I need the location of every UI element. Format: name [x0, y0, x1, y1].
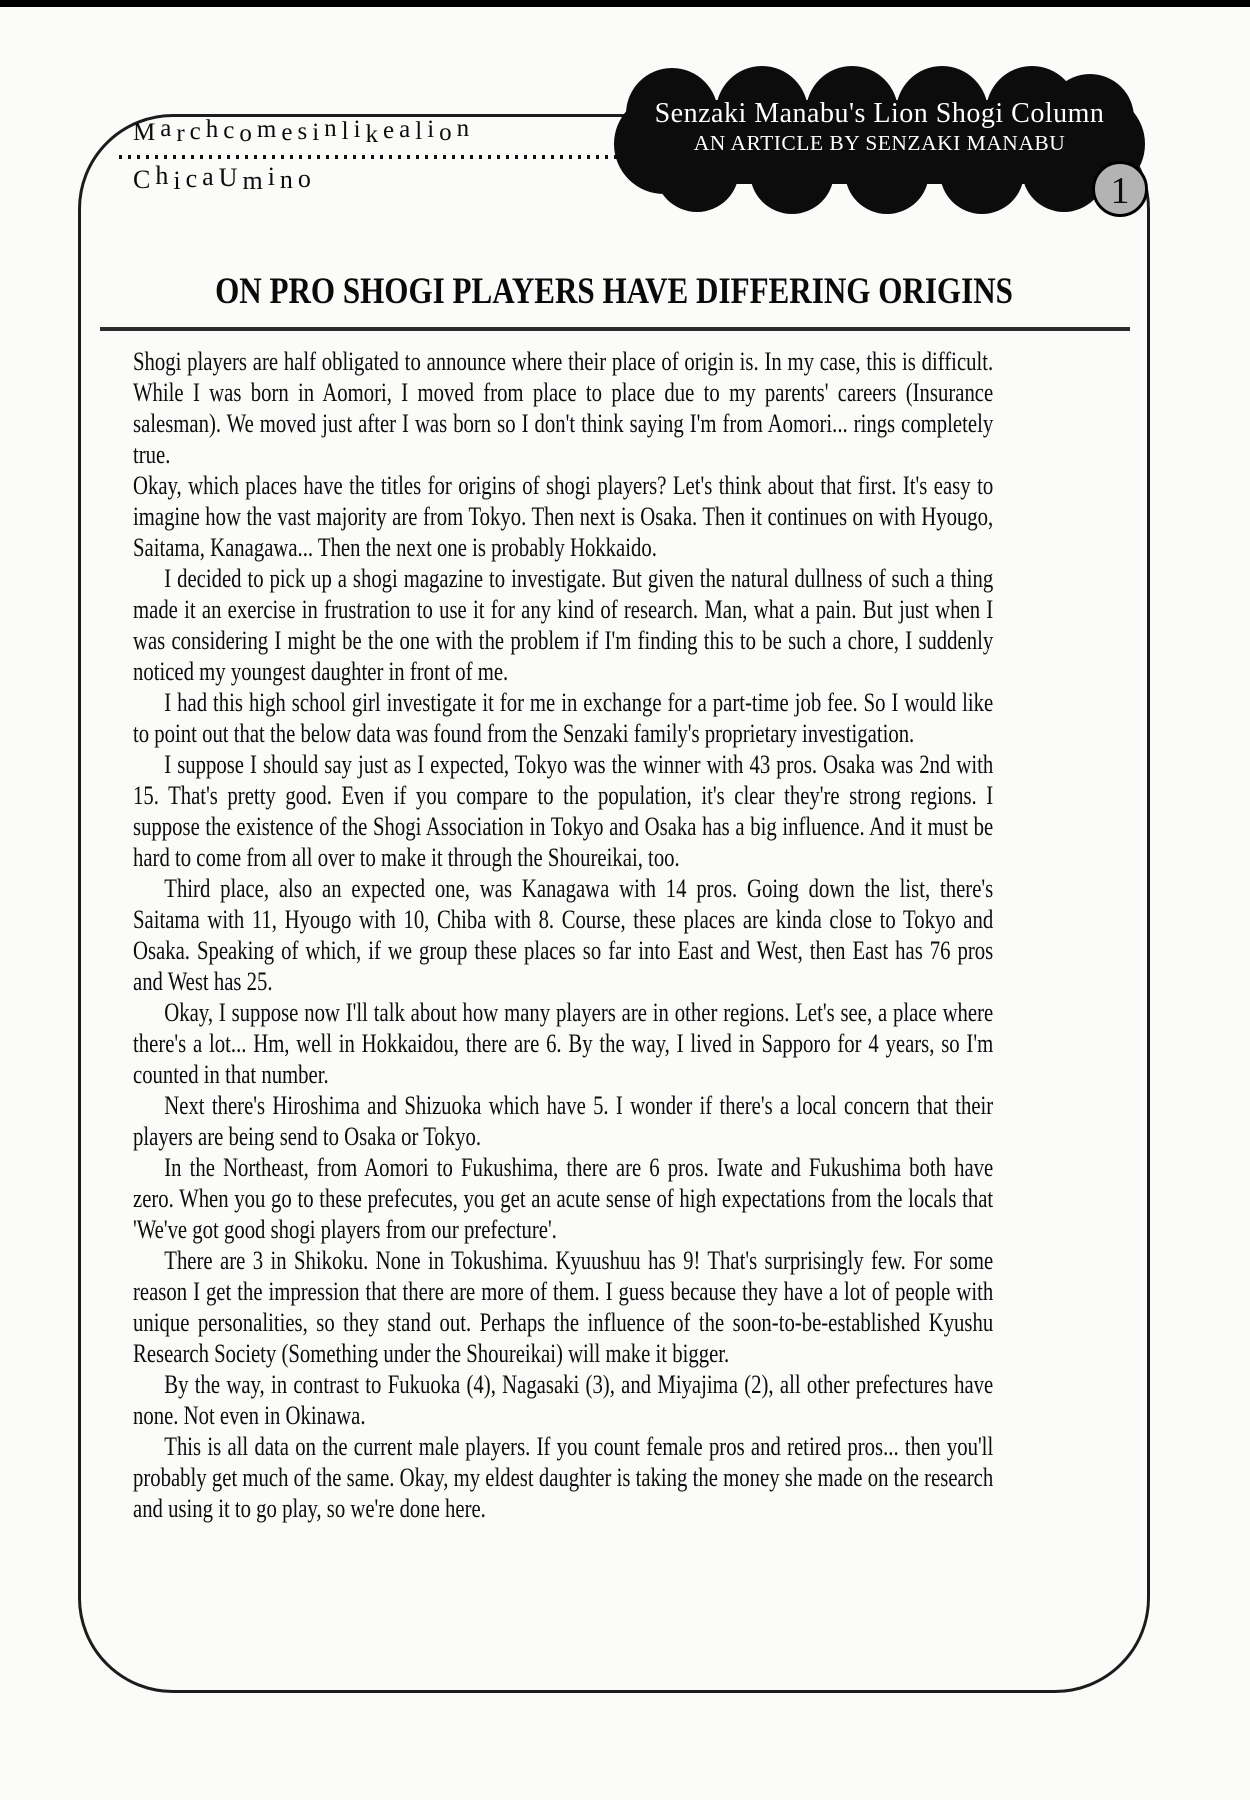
series-title: Marchcomesinlikealion	[133, 115, 475, 148]
article-paragraph: I had this high school girl investigate it for me in exchange for a part-time job fee. So I would like to point out that the below data was found from the Senzaki family's proprietary investigation.	[133, 687, 994, 748]
article-body	[133, 346, 993, 1524]
article-paragraph: I suppose I should say just as I expected, Tokyo was the winner with 43 pros. Osaka was 2nd with 15. That's pretty good. Even if you compare to the population, it's clear they're strong regions. I suppose the existence of the Shogi Association in Tokyo and Osaka has a big influence. And it must be hard to come from all over to make it through the Shoureikai, too.	[133, 749, 994, 872]
column-badge-text	[632, 98, 1127, 156]
page-top-edge	[0, 0, 1250, 7]
dotted-divider	[119, 155, 647, 159]
article-paragraph: Third place, also an expected one, was Kanagawa with 14 pros. Going down the list, there's Saitama with 11, Hyougo with 10, Chiba with 8. Course, these places are kinda close to Tokyo and Osaka. Speaking of which, if we group these places so far into East and West, then East has 76 pros and West has 25.	[133, 873, 994, 996]
column-title: Senzaki Manabu's Lion Shogi Column	[654, 98, 1105, 129]
article-paragraph: There are 3 in Shikoku. None in Tokushima. Kyuushuu has 9! That's surprisingly few. For some reason I get the impression that there are more of them. I guess because they have a lot of people with unique personalities, so they stand out. Perhaps the influence of the soon-to-be-established Kyushu Research Society (Something under the Shoureikai) will make it bigger.	[133, 1245, 994, 1368]
column-subtitle: AN ARTICLE BY SENZAKI MANABU	[693, 131, 1066, 155]
article-paragraph: I decided to pick up a shogi magazine to investigate. But given the natural dullness of such a thing made it an exercise in frustration to use it for any kind of research. Man, what a pain. But just when I was considering I might be the one with the problem if I'm finding this to be such a chore, I suddenly noticed my youngest daughter in front of me.	[133, 563, 994, 686]
article-paragraph: Okay, I suppose now I'll talk about how many players are in other regions. Let's see, a place where there's a lot... Hm, well in Hokkaidou, there are 6. By the way, I lived in Sapporo for 4 years, so I'm counted in that number.	[133, 997, 994, 1089]
page-number-badge: 1	[1092, 161, 1148, 217]
title-underline	[100, 327, 1130, 331]
article-paragraph: Shogi players are half obligated to announce where their place of origin is. In my case, this is difficult. While I was born in Aomori, I moved from place to place due to my parents' careers (Insurance salesman). We moved just after I was born so I don't think saying I'm from Aomori... rings completely true.	[133, 346, 994, 469]
author-name: ChicaUmino	[133, 161, 316, 195]
article-paragraph: Next there's Hiroshima and Shizuoka which have 5. I wonder if there's a local concern that their players are being send to Osaka or Tokyo.	[133, 1090, 994, 1151]
article-paragraph: This is all data on the current male players. If you count female pros and retired pros... then you'll probably get much of the same. Okay, my eldest daughter is taking the money she made on the research and using it to go play, so we're done here.	[133, 1431, 994, 1523]
article-paragraph: In the Northeast, from Aomori to Fukushima, there are 6 pros. Iwate and Fukushima both have zero. When you go to these prefecutes, you get an acute sense of high expectations from the locals that 'We've got good shogi players from our prefecture'.	[133, 1152, 994, 1244]
column-badge	[612, 66, 1147, 218]
article-paragraph: Okay, which places have the titles for origins of shogi players? Let's think about that first. It's easy to imagine how the vast majority are from Tokyo. Then next is Osaka. Then it continues on with Hyougo, Saitama, Kanagawa... Then the next one is probably Hokkaido.	[133, 470, 994, 562]
article-paragraph: By the way, in contrast to Fukuoka (4), Nagasaki (3), and Miyajima (2), all other prefectures have none. Not even in Okinawa.	[133, 1369, 994, 1430]
article-title: ON PRO SHOGI PLAYERS HAVE DIFFERING ORIGINS	[215, 271, 1013, 312]
